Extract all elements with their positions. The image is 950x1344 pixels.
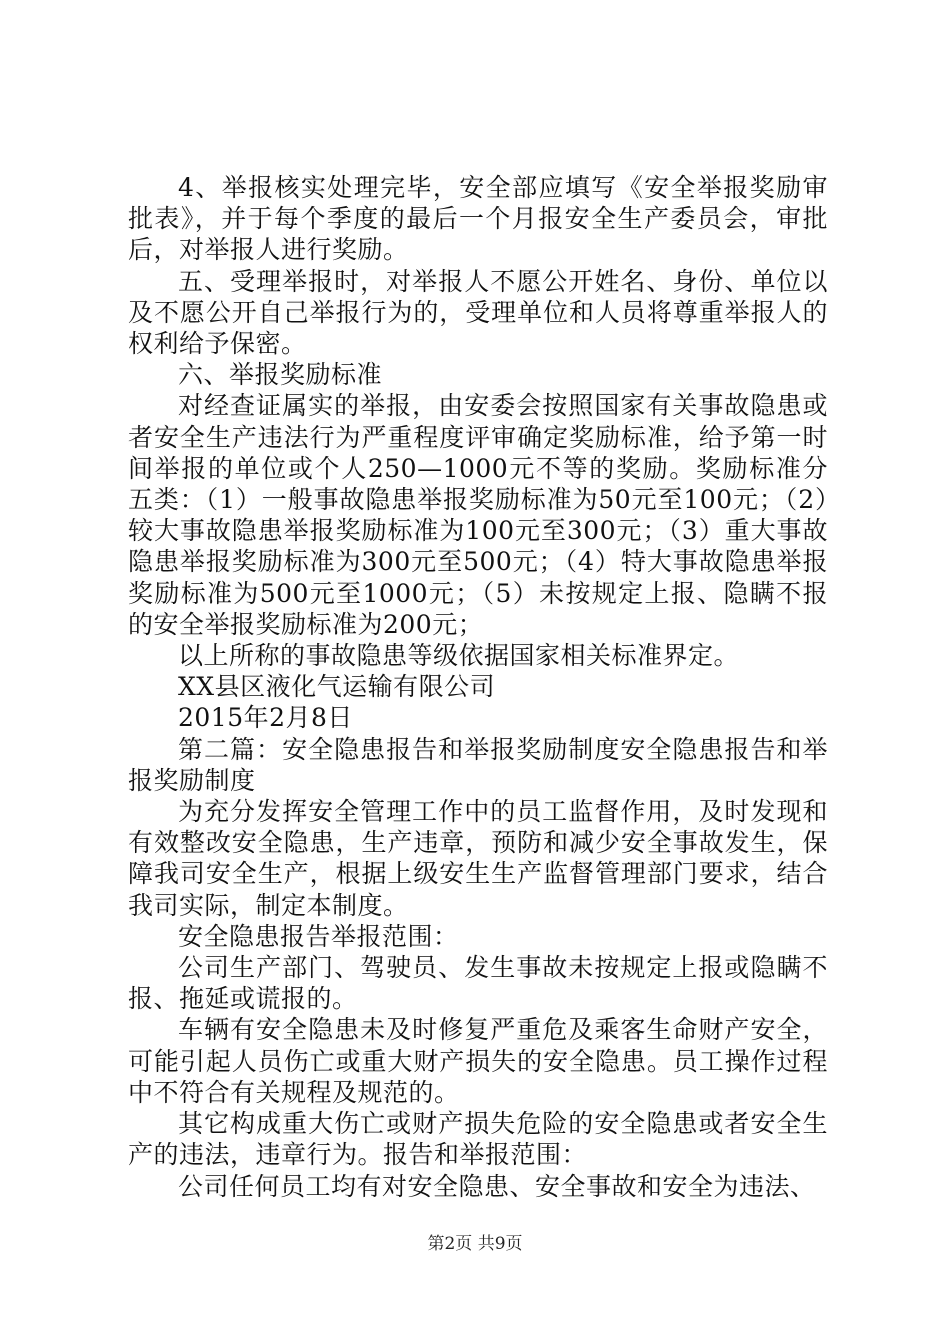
paragraph-confidentiality: 五、受理举报时，对举报人不愿公开姓名、身份、单位以及不愿公开自己举报行为的，受理单位和人员将尊重举报人的权利给予保密。: [128, 266, 828, 359]
section-heading-part-two: 第二篇：安全隐患报告和举报奖励制度安全隐患报告和举报奖励制度: [128, 734, 828, 795]
paragraph-report-verification: 4、举报核实处理完毕，安全部应填写《安全举报奖励审批表》，并于每个季度的最后一个月报安全生产委员会，审批后，对举报人进行奖励。: [128, 173, 828, 265]
paragraph-scope-departments: 公司生产部门、驾驶员、发生事故未按规定上报或隐瞒不报、拖延或谎报的。: [128, 953, 828, 1014]
document-body: [128, 172, 828, 1202]
paragraph-hazard-level-note: 以上所称的事故隐患等级依据国家相关标准界定。: [178, 641, 740, 671]
paragraph-purpose: 为充分发挥安全管理工作中的员工监督作用，及时发现和有效整改安全隐患，生产违章，预防和减少安全事故发生，保障我司安全生产，根据上级安生生产监督管理部门要求，结合我司实际，制定本制度。: [128, 797, 828, 920]
paragraph-reward-standard: 对经查证属实的举报，由安委会按照国家有关事故隐患或者安全生产违法行为严重程度评审确定奖励标准，给予第一时间举报的单位或个人250—1000元不等的奖励。奖励标准分五类：（1）一般事故隐患举报奖励标准为50元至100元；（2）较大事故隐患举报奖励标准为100元至300元；（3）重大事故隐患举报奖励标准为300元至500元；（4）特大事故隐患举报奖励标准为500元至1000元；（5）未按规定上报、隐瞒不报的安全举报奖励标准为200元；: [128, 391, 828, 639]
paragraph-scope-vehicles: 车辆有安全隐患未及时修复严重危及乘客生命财产安全，可能引起人员伤亡或重大财产损失的安全隐患。员工操作过程中不符合有关规程及规范的。: [128, 1015, 828, 1107]
company-name: XX县区液化气运输有限公司: [178, 672, 496, 702]
document-date: 2015年2月8日: [178, 703, 353, 733]
page-number-footer: 第2页 共9页: [427, 1234, 523, 1254]
paragraph-employee-duty: 公司任何员工均有对安全隐患、安全事故和安全为违法、: [178, 1171, 816, 1201]
section-heading-reward-standard: 六、举报奖励标准: [178, 360, 383, 390]
paragraph-scope-other: 其它构成重大伤亡或财产损失危险的安全隐患或者安全生产的违法，违章行为。报告和举报范围：: [128, 1109, 828, 1170]
heading-report-scope: 安全隐患报告举报范围：: [178, 921, 459, 951]
